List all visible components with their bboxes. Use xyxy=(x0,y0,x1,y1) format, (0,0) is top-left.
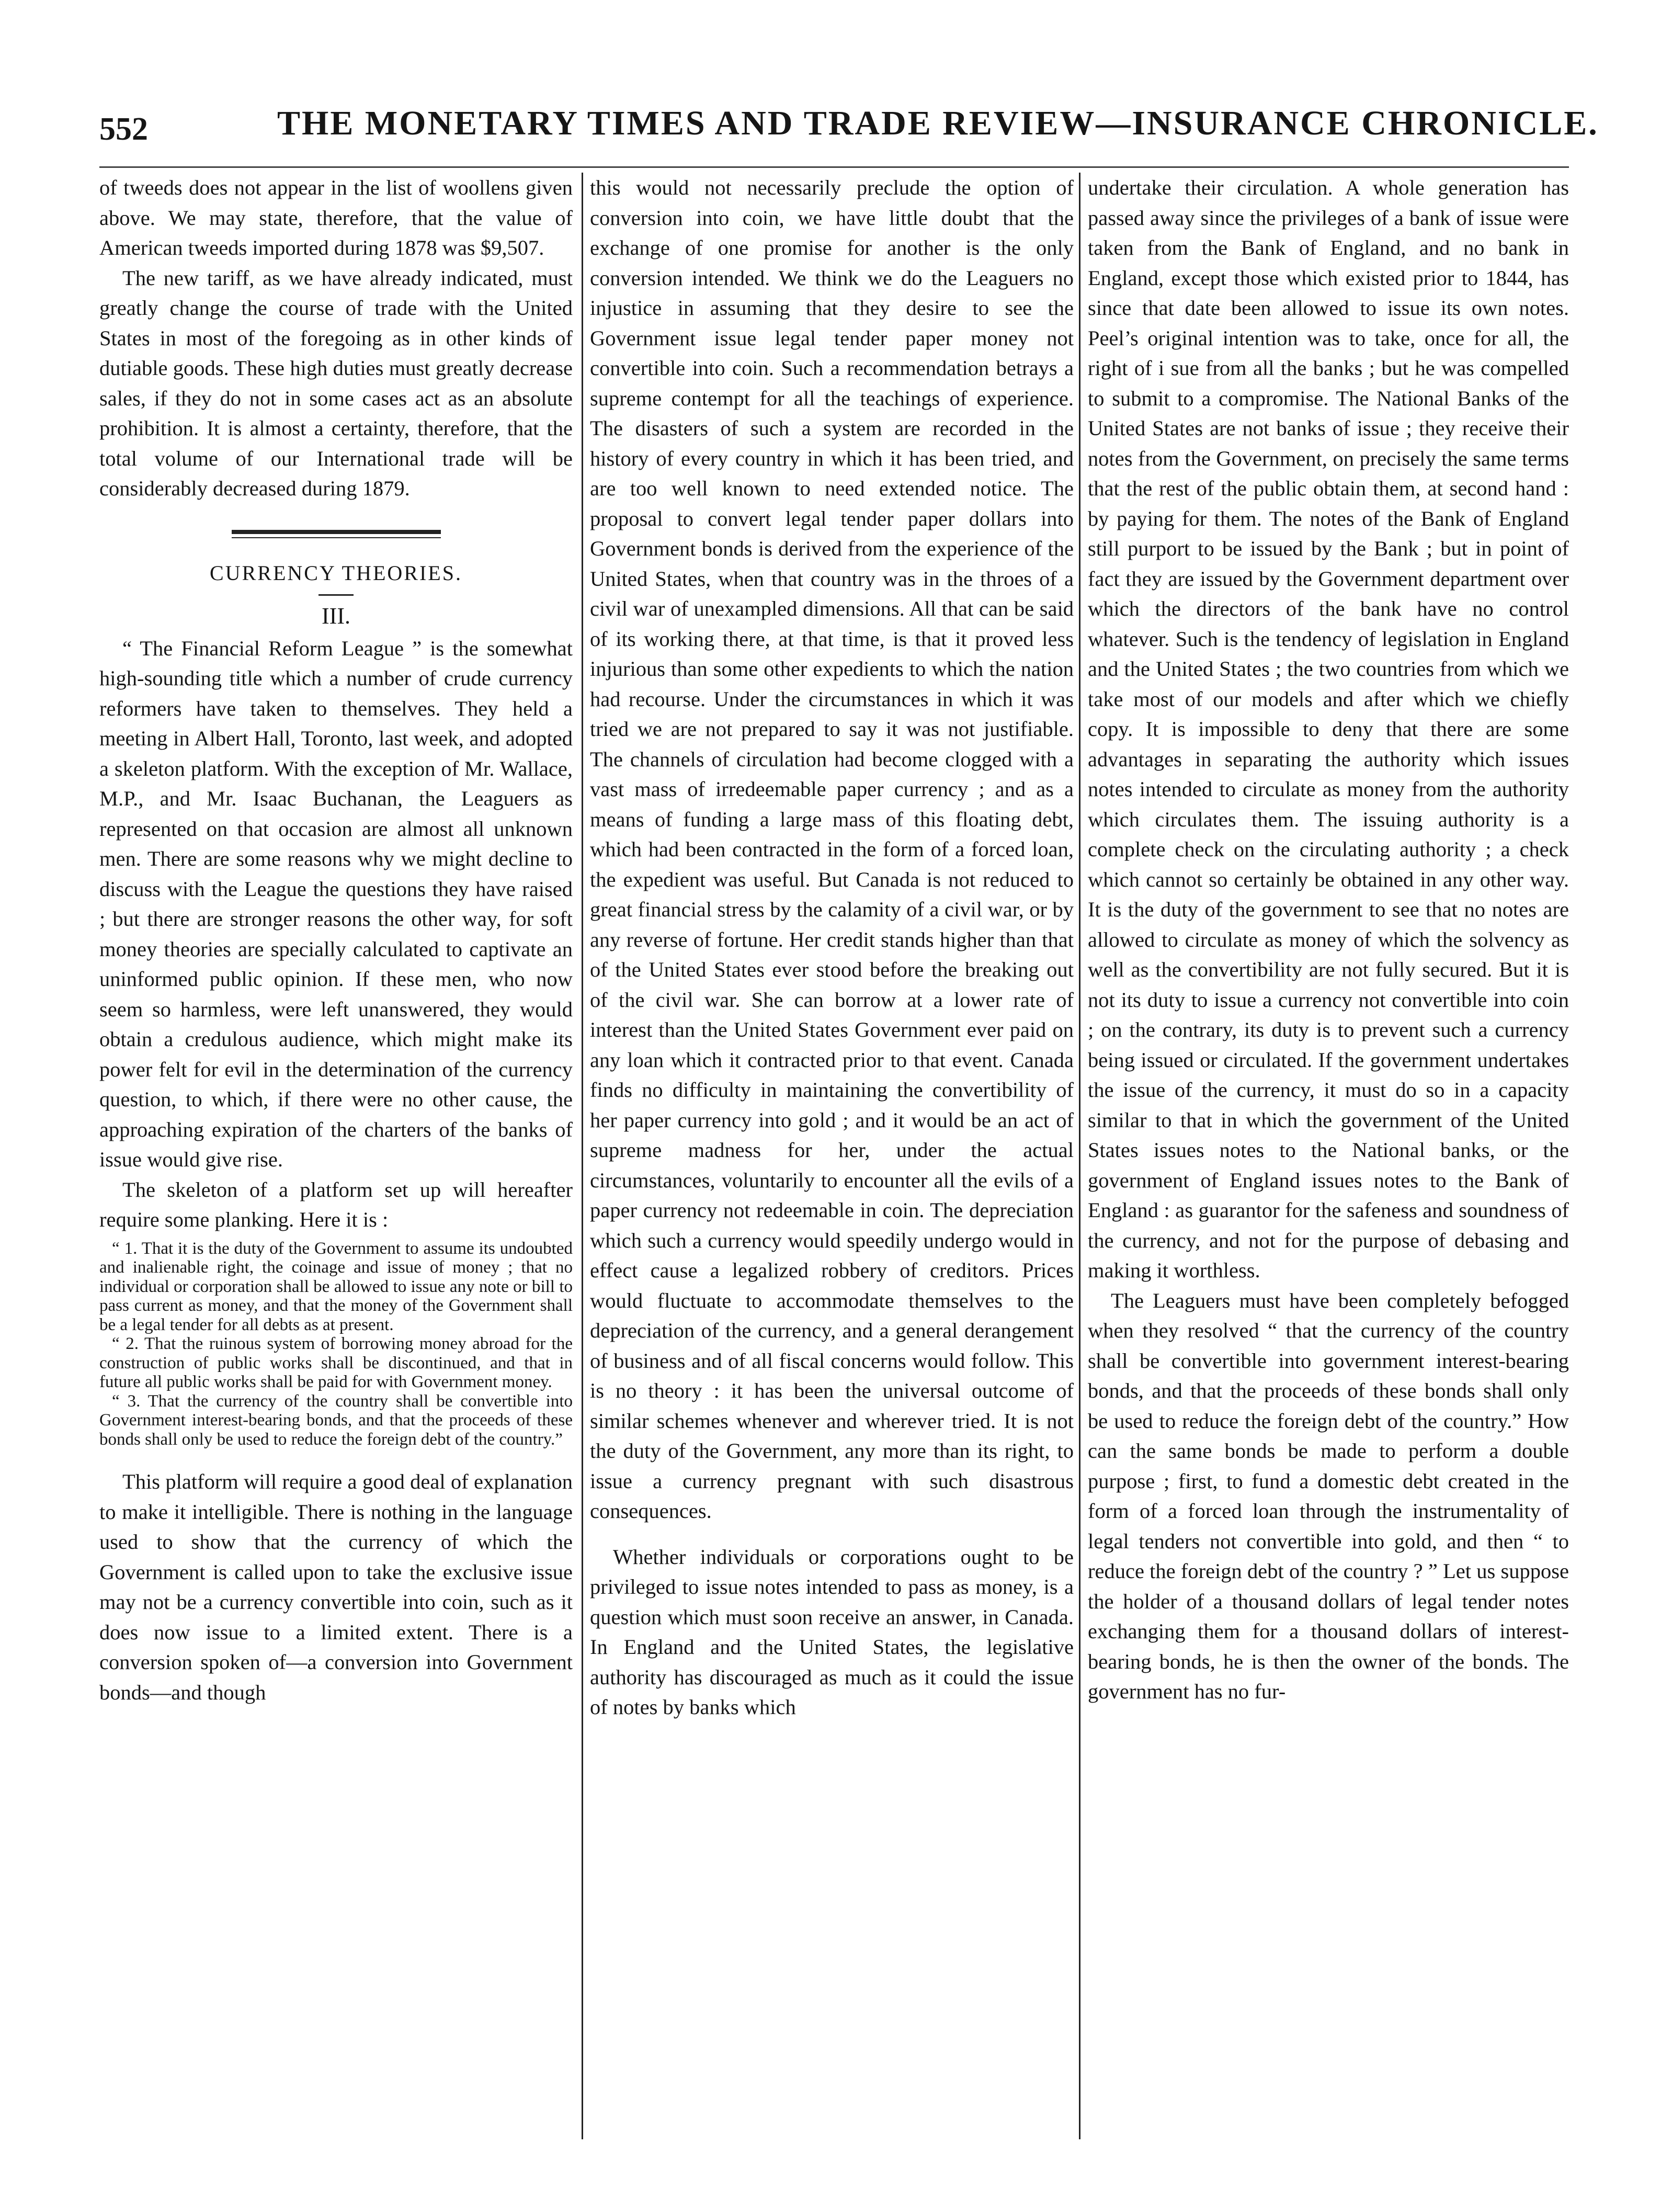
column-divider xyxy=(582,173,583,2139)
header-rule xyxy=(99,166,1569,168)
section-divider xyxy=(232,530,441,538)
page-number: 552 xyxy=(99,111,148,147)
column-3 xyxy=(1088,173,1569,2139)
page-header xyxy=(99,99,1599,157)
section-number-text: III. xyxy=(318,594,354,631)
paragraph: The skeleton of a platform set up will hereafter require some planking. Here it is : xyxy=(99,1177,573,1231)
running-title: THE MONETARY TIMES AND TRADE REVIEW—INSURANCE CHRONICLE. xyxy=(277,104,1599,142)
column-2 xyxy=(590,173,1074,2139)
section-number xyxy=(99,594,573,631)
column-divider xyxy=(1079,173,1080,2139)
paragraph: of tweeds does not appear in the list of woollens given above. We may state, therefore, that the value of American tweeds imported during 1878 was $9,507. xyxy=(99,176,573,259)
paragraph: Whether individuals or corporations ought to be privileged to issue notes intended to pass as money, is a question which must soon receive an answer, in Canada. In England and the United States, the legislative authority has discouraged as much as it could the issue of notes by banks which xyxy=(590,1545,1074,1719)
paragraph: The Leaguers must have been completely befogged when they resolved “ that the currency of the country shall be convertible into government interest-bearing bonds, and that the proceeds of these bonds shall only be used to reduce the foreign debt of the country.” How can the same bonds be made to perform a double purpose ; first, to fund a domestic debt created in the form of a forced loan through the instrumentality of legal tenders not convertible into gold, and then “ to reduce the foreign debt of the country ? ” Let us suppose the holder of a thousand dollars of legal tender notes exchanging them for a thousand dollars of interest-bearing bonds, he is then the owner of the bonds. The government has no fur- xyxy=(1088,1288,1569,1703)
quote-item: “ 1. That it is the duty of the Government to assume its undoubted and inalienable right, the coinage and issue of money ; that no individual or corporation shall be allowed to issue any note or bill to pass current as money, and that the money of the Government shall be a legal tender for all debts as at present. xyxy=(99,1239,573,1334)
column-1 xyxy=(99,173,573,2139)
paragraph: The new tariff, as we have already indicated, must greatly change the course of trade with the United States in most of the foregoing as in other kinds of dutiable goods. These high duties must greatly decrease sales, if they do not in some cases act as an absolute prohibition. It is almost a certainty, therefore, that the total volume of our International trade will be considerably decreased during 1879. xyxy=(99,266,573,500)
section-title: CURRENCY THEORIES. xyxy=(210,561,462,585)
quote-item: “ 2. That the ruinous system of borrowing money abroad for the construction of public works shall be discontinued, and that in future all public works shall be paid for with Government money. xyxy=(99,1334,573,1391)
quote-item: “ 3. That the currency of the country shall be convertible into Government interest-bearing bonds, and that the proceeds of these bonds shall only be used to reduce the foreign debt of the country.” xyxy=(99,1391,573,1449)
paragraph: this would not necessarily preclude the option of conversion into coin, we have little doubt that the exchange of one promise for another is the only conversion intended. We think we do the Leaguers no injustice in assuming that they desire to see the Government issue legal tender paper money not convertible into coin. Such a recommendation betrays a supreme contempt for all the teachings of experience. The disasters of such a system are recorded in the history of every country in which it has been tried, and are too well known to need extended notice. The proposal to convert legal tender paper dollars into Government bonds is derived from the experience of the United States, when that country was in the throes of a civil war of unexampled dimensions. All that can be said of its working there, at that time, is that it proved less injurious than some other expedients to which the nation had recourse. Under the circumstances in which it was tried we are not prepared to say it was not justifiable. The channels of circulation had become clogged with a vast mass of irredeemable paper currency ; and as a means of funding a large mass of this floating debt, which had been contracted in the form of a forced loan, the expedient was useful. But Canada is not reduced to great financial stress by the calamity of a civil war, or by any reverse of fortune. Her credit stands higher than that of the United States ever stood before the breaking out of the civil war. She can borrow at a lower rate of interest than the United States Government ever paid on any loan which it contracted prior to that event. Canada finds no difficulty in maintaining the convertibility of her paper currency into gold ; and it would be an act of supreme madness for her, under the actual circumstances, voluntarily to encounter all the evils of a paper currency not redeemable in coin. The depreciation which such a currency would speedily undergo would in effect cause a legalized robbery of creditors. Prices would fluctuate to accommodate themselves to the depreciation of the currency, and a general derangement of business and of all fiscal concerns would follow. This is no theory : it has been the universal outcome of similar schemes whenever and wherever tried. It is not the duty of the Government, any more than its right, to issue a currency pregnant with such disastrous consequences. xyxy=(590,176,1074,1523)
platform-quote xyxy=(99,1239,573,1449)
paragraph: “ The Financial Reform League ” is the somewhat high-sounding title which a number of crude currency reformers have taken to themselves. They held a meeting in Albert Hall, Toronto, last week, and adopted a skeleton platform. With the exception of Mr. Wallace, M.P., and Mr. Isaac Buchanan, the Leaguers as represented on that occasion are almost all unknown men. There are some reasons why we might decline to discuss with the League the questions they have raised ; but there are stronger reasons the other way, for soft money theories are specially calculated to captivate an uninformed public opinion. If these men, who now seem so harmless, were left unanswered, they would obtain a credulous audience, which might make its power felt for evil in the determination of the currency question, to which, if there were no other cause, the approaching expiration of the charters of the banks of issue would give rise. xyxy=(99,636,573,1171)
paragraph: undertake their circulation. A whole generation has passed away since the privileges of a bank of issue were taken from the Bank of England, and no bank in England, except those which existed prior to 1844, has since that date been allowed to issue its own notes. Peel’s original intention was to take, once for all, the right of i sue from all the banks ; but he was compelled to submit to a compromise. The National Banks of the United States are not banks of issue ; they receive their notes from the Government, on precisely the same terms that the rest of the public obtain them, at second hand : by paying for them. The notes of the Bank of England still purport to be issued by the Bank ; but in point of fact they are issued by the Government department over which the directors of the bank have no control whatever. Such is the tendency of legislation in England and the United States ; the two countries from which we take most of our models and after which we chiefly copy. It is impossible to deny that there are some advantages in separating the authority which issues notes intended to circulate as money from the authority which circulates them. The issuing authority is a complete check on the circulating authority ; a check which cannot so certainly be obtained in any other way. It is the duty of the government to see that no notes are allowed to circulate as money of which the solvency as well as the convertibility are not fully secured. But it is not its duty to issue a currency not convertible into coin ; on the contrary, its duty is to prevent such a currency being issued or circulated. If the government undertakes the issue of the currency, it must do so in a capacity similar to that in which the government of the United States issues notes to the National banks, or the government of England issues notes to the Bank of England : as guarantor for the safeness and soundness of the currency, and not for the purpose of debasing and making it worthless. xyxy=(1088,176,1569,1282)
paragraph: This platform will require a good deal of explanation to make it intelligible. There is nothing in the language used to show that the currency of which the Government is called upon to take the exclusive issue may not be a currency convertible into coin, such as it does now issue to a limited extent. There is a conversion spoken of—a conversion into Government bonds—and though xyxy=(99,1470,573,1704)
